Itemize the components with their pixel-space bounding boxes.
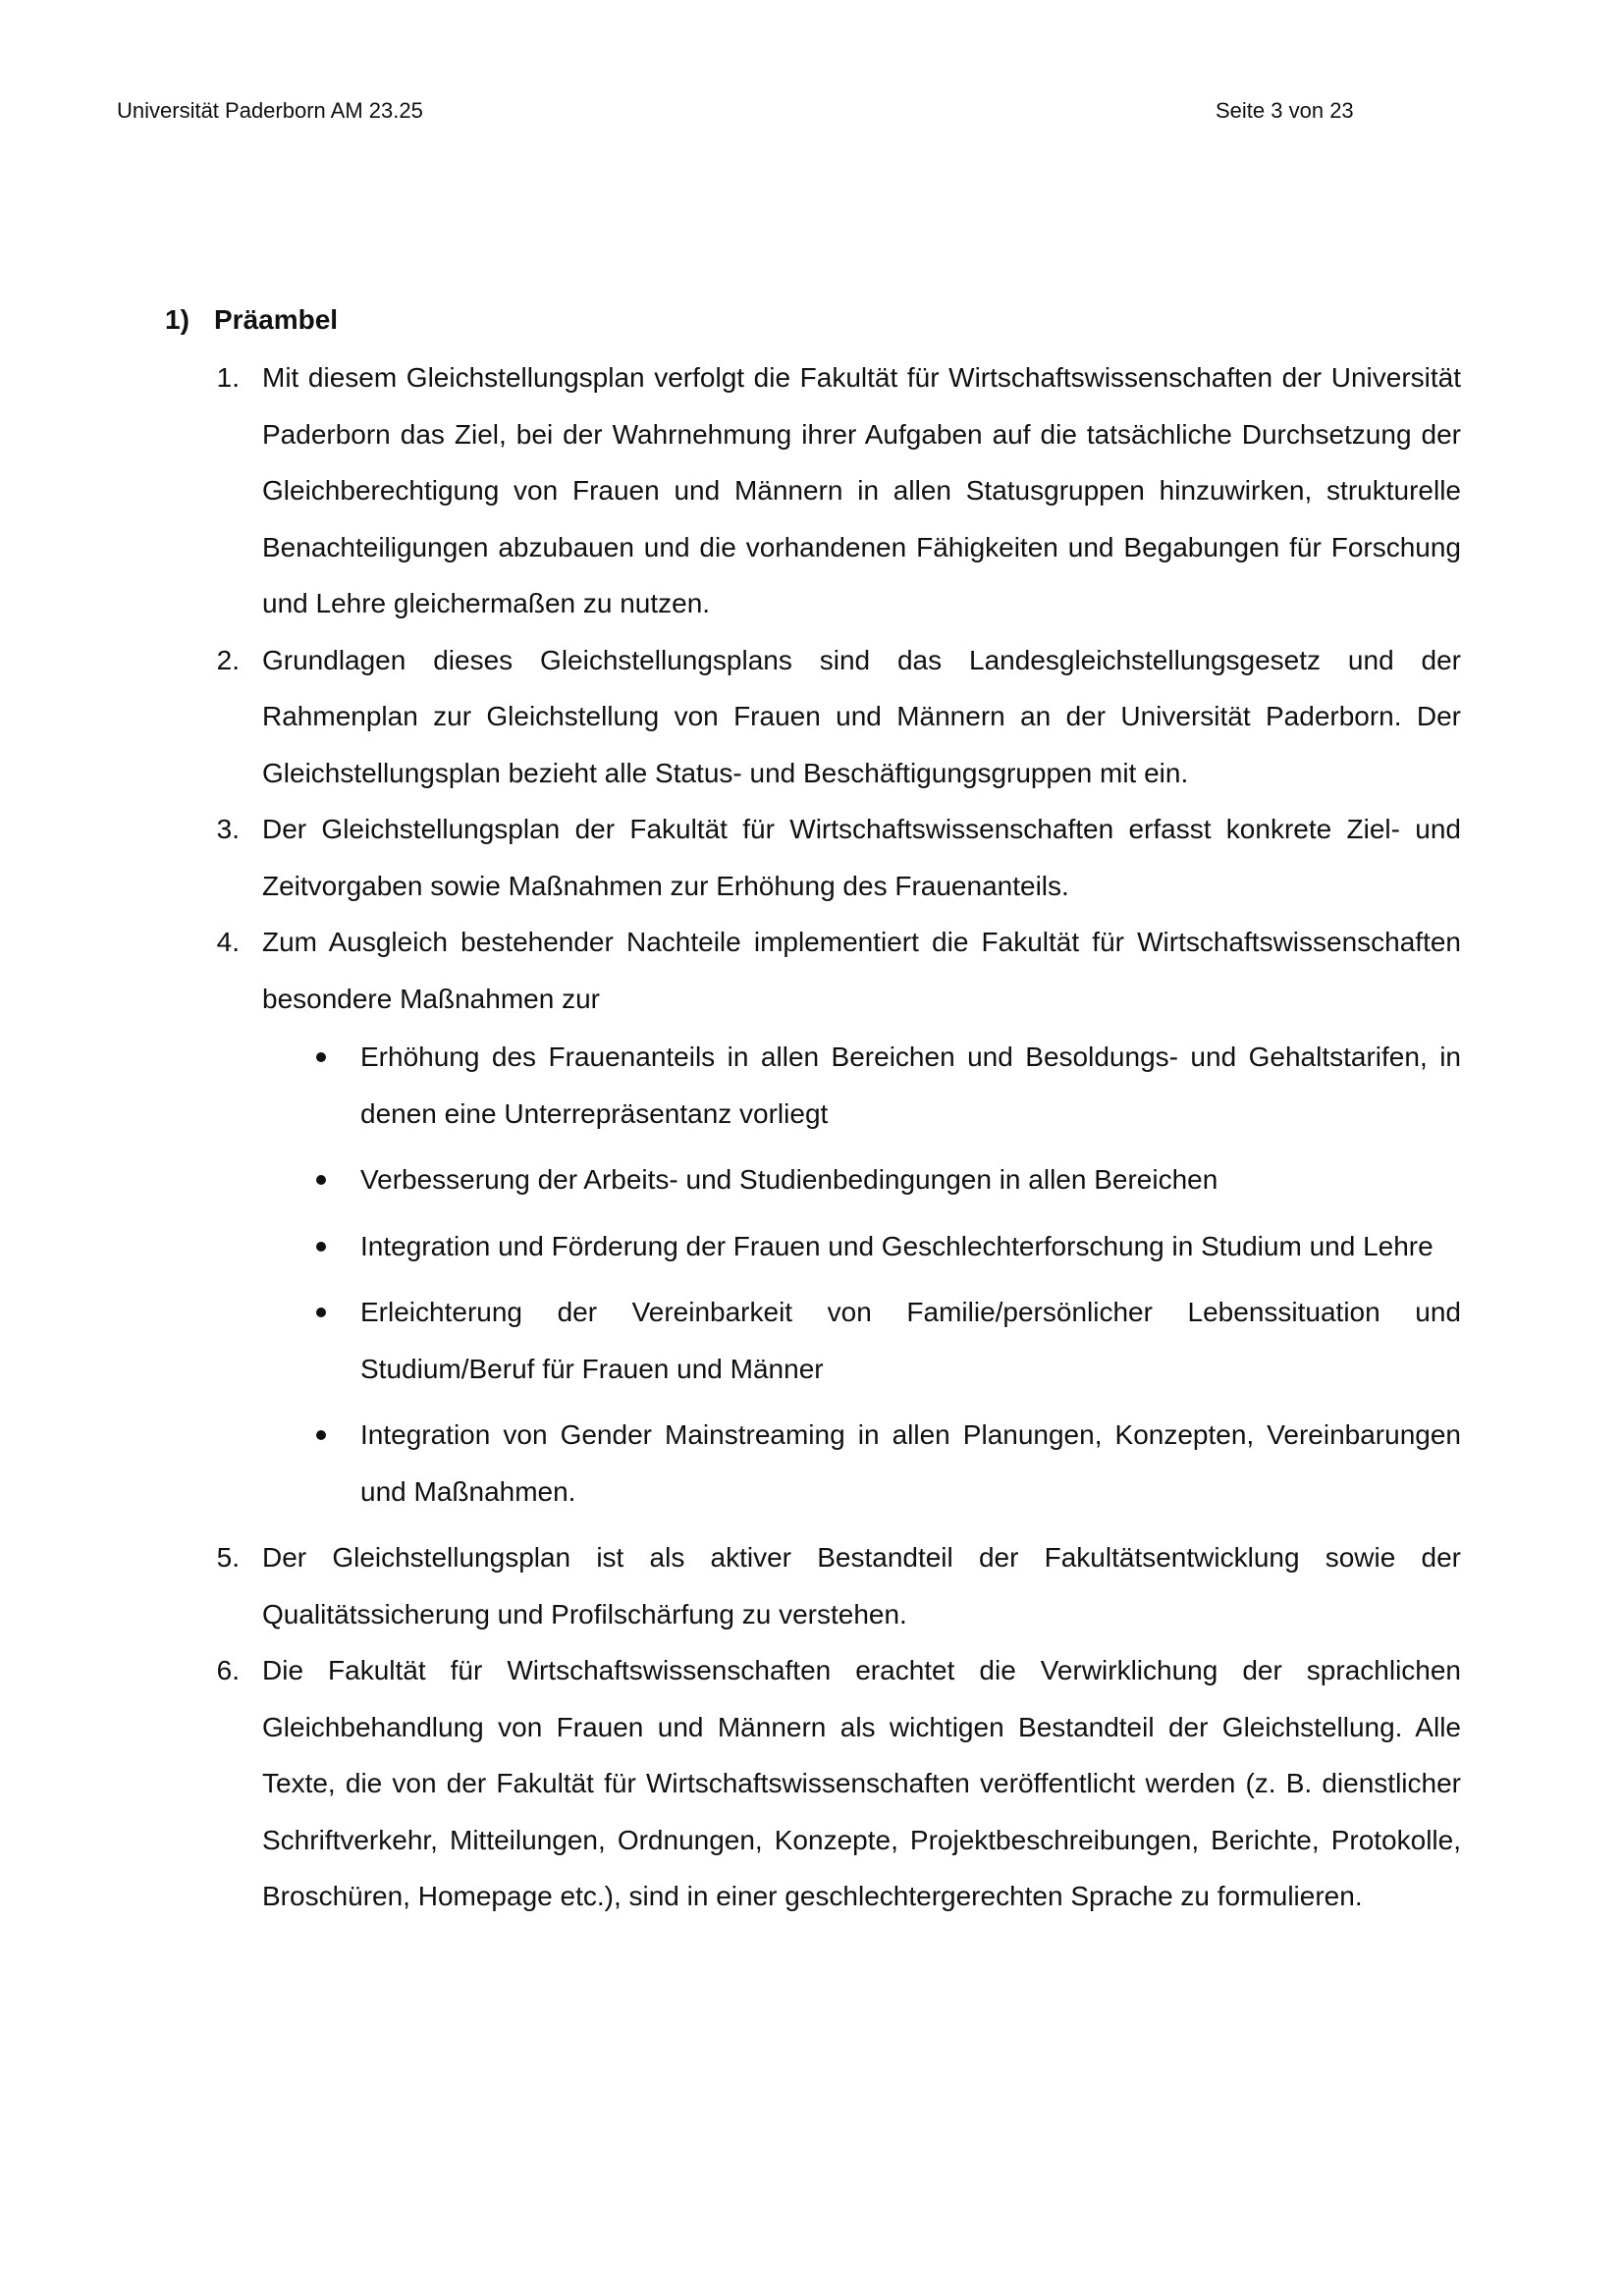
list-item-text: Der Gleichstellungsplan der Fakultät für Wirtschaftswissenschaften erfasst konkrete Ziel- und Zeitvorgaben sowie Maßnahmen zur Erhöhung des Frauenanteils. xyxy=(262,814,1461,901)
list-item-body xyxy=(262,349,1461,632)
list-item-number: 5. xyxy=(216,1542,240,1573)
numbered-list xyxy=(165,349,1461,1925)
list-item-number: 6. xyxy=(216,1655,240,1685)
bullet-item xyxy=(262,1151,1461,1208)
list-item-text: Zum Ausgleich bestehender Nachteile implementiert die Fakultät für Wirtschaftswissenschaften besondere Maßnahmen zur xyxy=(262,927,1461,1014)
bullet-item xyxy=(262,1029,1461,1142)
list-item-number: 4. xyxy=(216,927,240,957)
list-item-body xyxy=(262,1529,1461,1642)
bullet-item xyxy=(262,1218,1461,1275)
list-item xyxy=(165,349,1461,632)
list-item-body xyxy=(262,1642,1461,1925)
list-item-text: Mit diesem Gleichstellungsplan verfolgt die Fakultät für Wirtschaftswissenschaften der Universität Paderborn das Ziel, bei der Wahrnehmung ihrer Aufgaben auf die tatsächliche Durchsetzung der Gleichberechtigung von Frauen und Männern in allen Statusgruppen hinzuwirken, strukturelle Benachteiligungen abzubauen und die vorhandenen Fähigkeiten und Begabungen für Forschung und Lehre gleichermaßen zu nutzen. xyxy=(262,362,1461,618)
list-item xyxy=(165,1529,1461,1642)
bullet-item xyxy=(262,1407,1461,1520)
list-item-number: 1. xyxy=(216,362,240,393)
list-item xyxy=(165,914,1461,1529)
list-item xyxy=(165,801,1461,914)
list-item-body xyxy=(262,632,1461,802)
bullet-item xyxy=(262,1284,1461,1397)
bullet-dot-icon xyxy=(316,1175,326,1185)
bullet-dot-icon xyxy=(316,1052,326,1062)
list-item-body xyxy=(262,801,1461,914)
list-item-text: Der Gleichstellungsplan ist als aktiver Bestandteil der Fakultätsentwicklung sowie der Qualitätssicherung und Profilschärfung zu verstehen. xyxy=(262,1542,1461,1629)
section-heading xyxy=(165,304,1461,336)
bullet-text: Verbesserung der Arbeits- und Studienbedingungen in allen Bereichen xyxy=(360,1164,1218,1195)
bullet-list xyxy=(262,1029,1461,1520)
list-item xyxy=(165,1642,1461,1925)
bullet-dot-icon xyxy=(316,1308,326,1317)
list-item xyxy=(165,632,1461,802)
list-item-number: 3. xyxy=(216,814,240,844)
bullet-text: Integration von Gender Mainstreaming in allen Planungen, Konzepten, Vereinbarungen und Maßnahmen. xyxy=(360,1419,1461,1507)
list-item-number: 2. xyxy=(216,644,240,675)
section-number: 1) xyxy=(165,304,189,335)
bullet-dot-icon xyxy=(316,1430,326,1440)
page-number: Seite 3 von 23 xyxy=(1216,98,1354,123)
bullet-text: Erhöhung des Frauenanteils in allen Bereichen und Besoldungs- und Gehaltstarifen, in denen eine Unterrepräsentanz vorliegt xyxy=(360,1041,1461,1129)
bullet-text: Erleichterung der Vereinbarkeit von Familie/persönlicher Lebenssituation und Studium/Beruf für Frauen und Männer xyxy=(360,1297,1461,1384)
section-title: Präambel xyxy=(214,304,339,335)
section-preamble xyxy=(165,304,1461,1925)
bullet-dot-icon xyxy=(316,1242,326,1252)
bullet-text: Integration und Förderung der Frauen und Geschlechterforschung in Studium und Lehre xyxy=(360,1230,1434,1261)
list-item-text: Die Fakultät für Wirtschaftswissenschaften erachtet die Verwirklichung der sprachlichen Gleichbehandlung von Frauen und Männern als wichtigen Bestandteil der Gleichstellung. Alle Texte, die von der Fakultät für Wirtschaftswissenschaften veröffentlicht werden (z. B. dienstlicher Schriftverkehr, Mitteilungen, Ordnungen, Konzepte, Projektbeschreibungen, Berichte, Protokolle, Broschüren, Homepage etc.), sind in einer geschlechtergerechten Sprache zu formulieren. xyxy=(262,1655,1461,1911)
list-item-text: Grundlagen dieses Gleichstellungsplans sind das Landesgleichstellungsgesetz und der Rahmenplan zur Gleichstellung von Frauen und Männern an der Universität Paderborn. Der Gleichstellungsplan bezieht alle Status- und Beschäftigungsgruppen mit ein. xyxy=(262,644,1461,788)
list-item-body xyxy=(262,914,1461,1529)
header-left: Universität Paderborn AM 23.25 xyxy=(117,98,423,123)
